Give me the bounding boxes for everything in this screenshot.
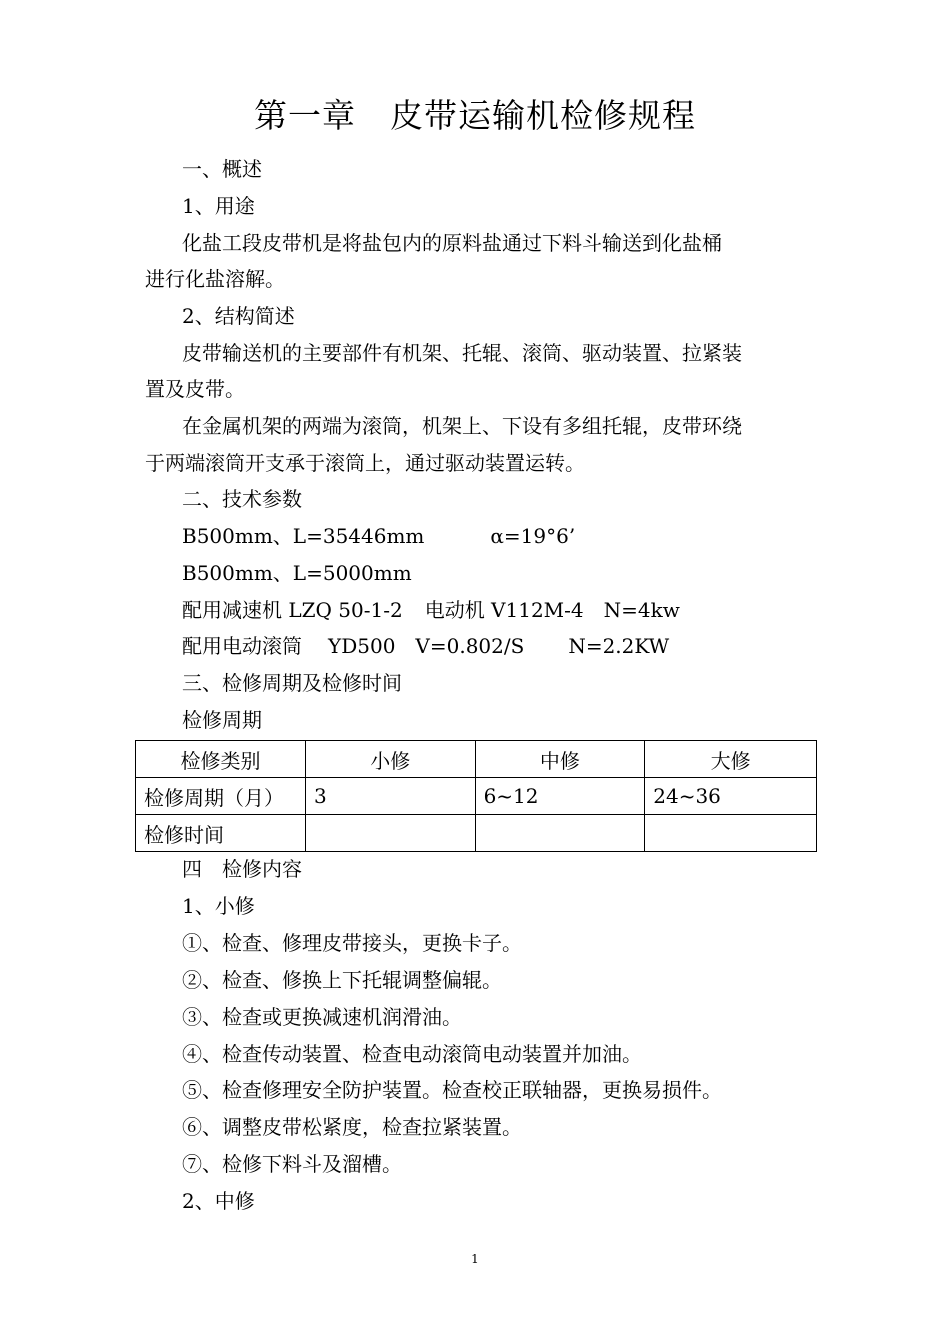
param-angle: α=19°6’ xyxy=(490,524,576,548)
param-drum-label: 配用电动滚筒 xyxy=(182,634,302,658)
chapter-title: 第一章 皮带运输机检修规程 xyxy=(254,96,696,135)
maintenance-cycle-table xyxy=(135,740,817,852)
cycle-subheading: 检修周期 xyxy=(182,708,262,732)
table-row xyxy=(136,778,817,815)
structure-paragraph-2-line-2: 于两端滚筒开支承于滚筒上，通过驱动装置运转。 xyxy=(145,451,585,475)
table-header-cell: 检修类别 xyxy=(136,741,306,778)
table-cell xyxy=(475,815,645,852)
medium-repair-heading: 2、中修 xyxy=(182,1189,255,1213)
table-header-cell: 中修 xyxy=(475,741,645,778)
table-header-cell: 大修 xyxy=(645,741,817,778)
content-heading: 四 检修内容 xyxy=(182,857,302,881)
list-item: ⑤、检查修理安全防护装置。检查校正联轴器，更换易损件。 xyxy=(182,1078,722,1102)
param-line-3 xyxy=(182,596,680,624)
table-cell: 检修周期（月） xyxy=(136,778,306,815)
section-overview-heading: 一、概述 xyxy=(182,157,262,181)
usage-paragraph-line-1: 化盐工段皮带机是将盐包内的原料盐通过下料斗输送到化盐桶 xyxy=(182,231,722,255)
param-drum-speed: V=0.802/S xyxy=(415,634,525,658)
param-line-4 xyxy=(182,632,669,660)
param-drum-power: N=2.2KW xyxy=(568,634,670,658)
cycle-heading: 三、检修周期及检修时间 xyxy=(182,671,402,695)
param-motor-power: N=4kw xyxy=(603,598,680,622)
table-cell xyxy=(305,815,475,852)
usage-heading: 1、用途 xyxy=(182,194,255,218)
table-cell: 24~36 xyxy=(645,778,817,815)
param-motor: 电动机 V112M-4 xyxy=(424,598,584,622)
list-item: ⑦、检修下料斗及溜槽。 xyxy=(182,1152,402,1176)
table-header-row xyxy=(136,741,817,778)
usage-paragraph-line-2: 进行化盐溶解。 xyxy=(145,267,285,291)
table-cell: 检修时间 xyxy=(136,815,306,852)
param-line-1 xyxy=(182,522,575,550)
list-item: ①、检查、修理皮带接头，更换卡子。 xyxy=(182,931,522,955)
table-header-cell: 小修 xyxy=(305,741,475,778)
param-belt-length-2: B500mm、L=5000mm xyxy=(182,561,412,585)
param-reducer: 配用减速机 LZQ 50-1-2 xyxy=(182,598,403,622)
structure-paragraph-1-line-2: 置及皮带。 xyxy=(145,377,245,401)
list-item: ⑥、调整皮带松紧度，检查拉紧装置。 xyxy=(182,1115,522,1139)
table-cell: 6~12 xyxy=(475,778,645,815)
table-cell: 3 xyxy=(305,778,475,815)
list-item: ④、检查传动装置、检查电动滚筒电动装置并加油。 xyxy=(182,1042,642,1066)
table-cell xyxy=(645,815,817,852)
structure-paragraph-1-line-1: 皮带输送机的主要部件有机架、托辊、滚筒、驱动装置、拉紧装 xyxy=(182,341,742,365)
param-belt-length-1: B500mm、L=35446mm xyxy=(182,524,425,548)
structure-heading: 2、结构简述 xyxy=(182,304,295,328)
page-number: 1 xyxy=(471,1252,479,1266)
param-drum-model: YD500 xyxy=(328,634,396,658)
params-heading: 二、技术参数 xyxy=(182,487,302,511)
list-item: ③、检查或更换减速机润滑油。 xyxy=(182,1005,462,1029)
structure-paragraph-2-line-1: 在金属机架的两端为滚筒，机架上、下设有多组托辊，皮带环绕 xyxy=(182,414,742,438)
minor-repair-heading: 1、小修 xyxy=(182,894,255,918)
table-row xyxy=(136,815,817,852)
list-item: ②、检查、修换上下托辊调整偏辊。 xyxy=(182,968,502,992)
